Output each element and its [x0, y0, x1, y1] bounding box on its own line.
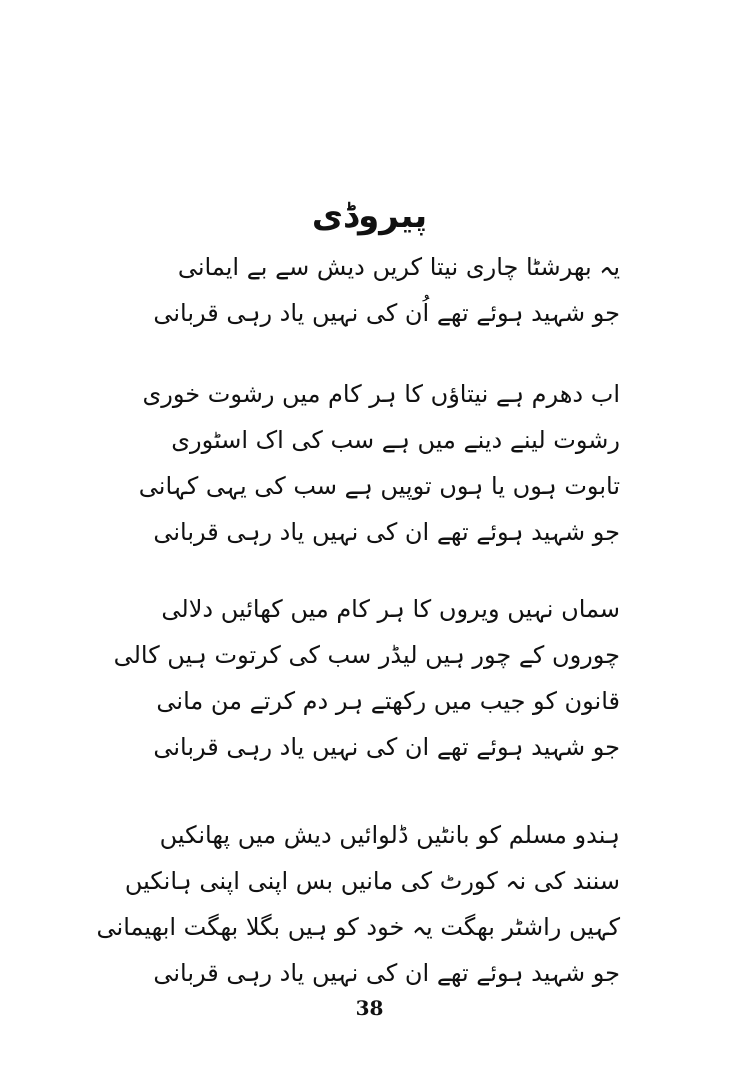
stanza-4 — [96, 816, 620, 1000]
verse-line: تابوت ہوں یا ہوں توپیں ہے سب کی یہی کہانی — [138, 472, 620, 500]
stanza-3 — [113, 590, 620, 774]
verse-line: ہندو مسلم کو بانٹیں ڈلوائیں دیش میں پھانکیں — [159, 821, 620, 849]
verse-line: یہ بھرشٹا چاری نیتا کریں دیش سے بے ایمانی — [177, 253, 620, 281]
verse-line: سماں نہیں ویروں کا ہر کام میں کھائیں دلالی — [161, 595, 620, 623]
poem-title: پیروڈی — [311, 196, 428, 236]
page-number: 38 — [355, 996, 384, 1020]
stanza-1 — [153, 248, 620, 340]
verse-line: جو شہید ہوئے تھے ان کی نہیں یاد رہی قربانی — [153, 959, 620, 987]
verse-line: سنند کی نہ کورٹ کی مانیں بس اپنی اپنی ہانکیں — [124, 867, 620, 895]
verse-line: جو شہید ہوئے تھے اُن کی نہیں یاد رہی قربانی — [153, 299, 620, 327]
verse-line: کہیں راشٹر بھگت یہ خود کو ہیں بگلا بھگت ابھیمانی — [96, 913, 620, 941]
verse-line: جو شہید ہوئے تھے ان کی نہیں یاد رہی قربانی — [153, 733, 620, 761]
stanza-2 — [138, 375, 620, 559]
verse-line: قانون کو جیب میں رکھتے ہر دم کرتے من مانی — [156, 687, 620, 715]
verse-line: جو شہید ہوئے تھے ان کی نہیں یاد رہی قربانی — [153, 518, 620, 546]
verse-line: چوروں کے چور ہیں لیڈر سب کی کرتوت ہیں کالی — [113, 641, 620, 669]
verse-line: رشوت لینے دینے میں ہے سب کی اک اسٹوری — [171, 426, 620, 454]
verse-line: اب دھرم ہے نیتاؤں کا ہر کام میں رشوت خوری — [142, 380, 620, 408]
